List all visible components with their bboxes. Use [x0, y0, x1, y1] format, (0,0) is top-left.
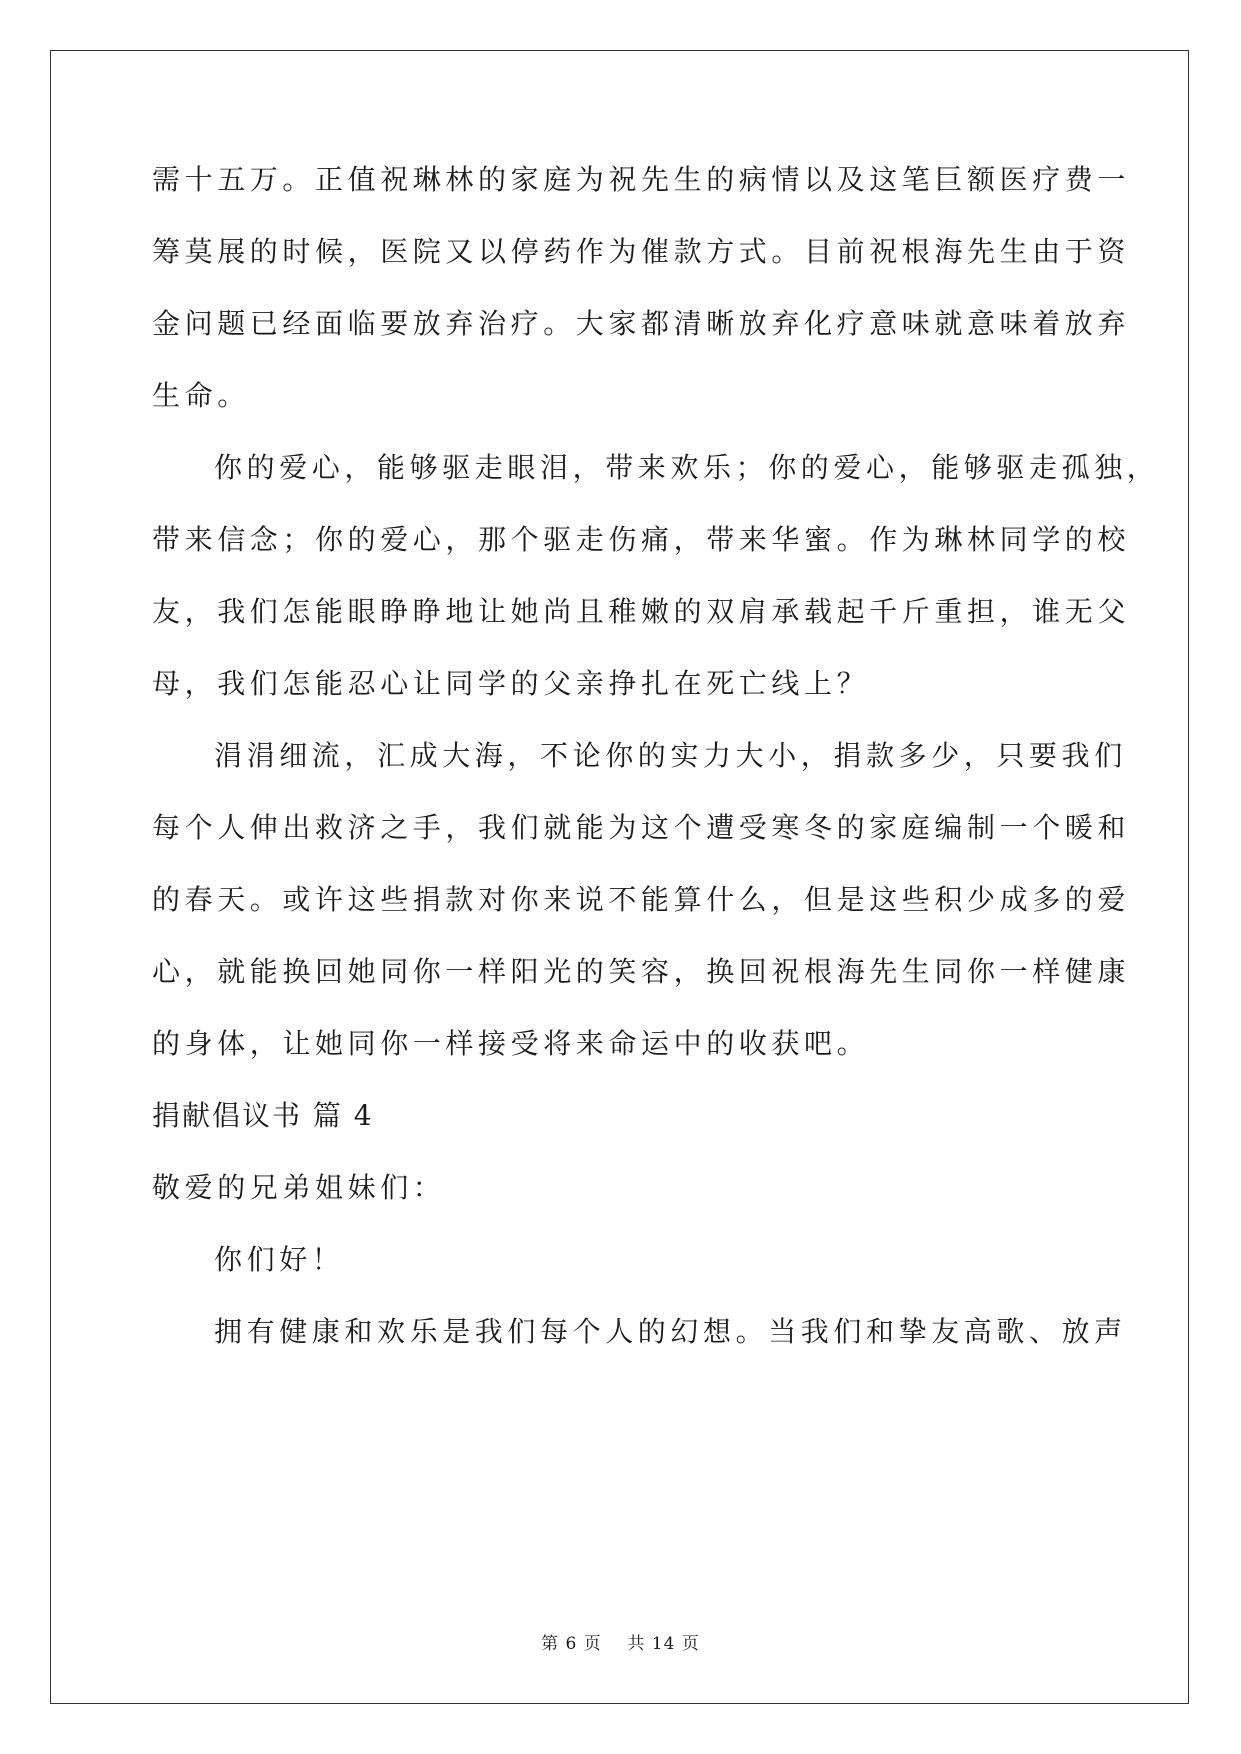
body-line: 心，就能换回她同你一样阳光的笑容，换回祝根海先生同你一样健康: [152, 955, 1131, 988]
greeting: 你们好！: [214, 1243, 345, 1276]
page-border: [50, 50, 1189, 1704]
body-line: 生命。: [152, 379, 250, 412]
body-line: 拥有健康和欢乐是我们每个人的幻想。当我们和挚友高歌、放声: [214, 1315, 1127, 1348]
salutation: 敬爱的兄弟姐妹们：: [152, 1171, 446, 1204]
body-line: 每个人伸出救济之手，我们就能为这个遭受寒冬的家庭编制一个暖和: [152, 811, 1131, 844]
page-number-footer: [0, 1632, 1241, 1656]
section-title: 捐献倡议书 篇 4: [152, 1099, 374, 1132]
body-line: 需十五万。正值祝琳林的家庭为祝先生的病情以及这笔巨额医疗费一: [152, 163, 1131, 196]
body-line: 友，我们怎能眼睁睁地让她尚且稚嫩的双肩承载起千斤重担，谁无父: [152, 595, 1131, 628]
body-line: 的春天。或许这些捐款对你来说不能算什么，但是这些积少成多的爱: [152, 883, 1131, 916]
body-line: 母，我们怎能忍心让同学的父亲挣扎在死亡线上？: [152, 667, 870, 700]
body-line: 你的爱心，能够驱走眼泪，带来欢乐；你的爱心，能够驱走孤独，: [214, 451, 1160, 484]
body-line: 的身体，让她同你一样接受将来命运中的收获吧。: [152, 1027, 870, 1060]
body-line: 筹莫展的时候，医院又以停药作为催款方式。目前祝根海先生由于资: [152, 235, 1131, 268]
page-number-label: 第 6 页 共 14 页: [541, 1634, 700, 1654]
body-line: 涓涓细流，汇成大海，不论你的实力大小，捐款多少，只要我们: [214, 739, 1127, 772]
body-line: 金问题已经面临要放弃治疗。大家都清晰放弃化疗意味就意味着放弃: [152, 307, 1131, 340]
body-line: 带来信念；你的爱心，那个驱走伤痛，带来华蜜。作为琳林同学的校: [152, 523, 1131, 556]
